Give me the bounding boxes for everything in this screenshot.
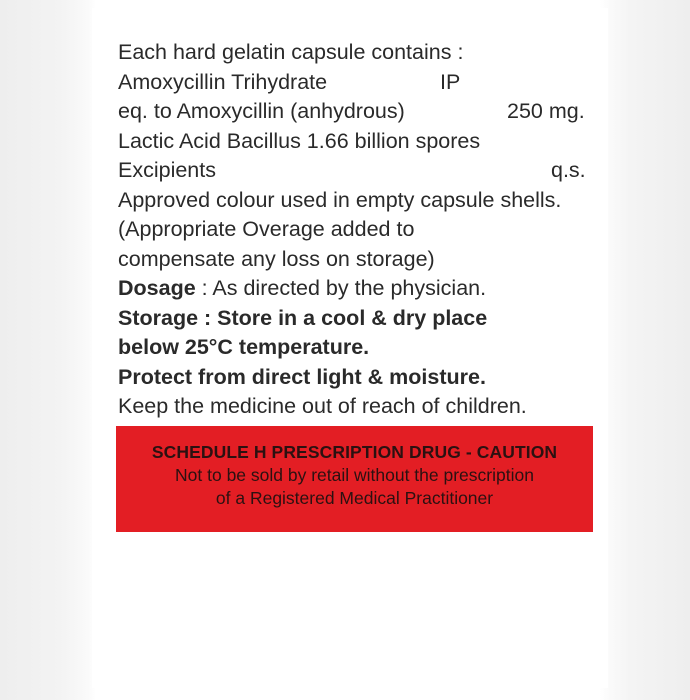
dosage-row [118, 274, 608, 304]
overage-line1: (Appropriate Overage added to [118, 217, 415, 241]
label-text [118, 38, 608, 422]
caution-line1: Not to be sold by retail without the prescription [175, 465, 534, 485]
dosage-text: : As directed by the physician. [195, 276, 487, 300]
overage-line2: compensate any loss on storage) [118, 246, 435, 271]
composition-header: Each hard gelatin capsule contains : [118, 40, 464, 64]
excipients-quantity: q.s. [551, 158, 586, 182]
caution-box [116, 426, 593, 532]
ingredient2-row: Lactic Acid Bacillus 1.66 billion spores [118, 128, 481, 153]
left-edge-shading [0, 0, 96, 700]
protect-line: Protect from direct light & moisture. [118, 364, 486, 389]
colour-note: Approved colour used in empty capsule shells. [118, 187, 562, 212]
storage-line1: Storage : Store in a cool & dry place [118, 305, 488, 330]
ingredient1-name: Amoxycillin Trihydrate [118, 69, 328, 94]
ingredient1-eq: eq. to Amoxycillin (anhydrous) [118, 99, 405, 123]
excipients-row [118, 156, 608, 186]
storage-line2: below 25°C temperature. [118, 335, 370, 359]
caution-title: SCHEDULE H PRESCRIPTION DRUG - CAUTION [151, 442, 558, 462]
dosage-label: Dosage [118, 276, 196, 300]
ingredient1-quantity: 250 mg. [507, 99, 585, 123]
ingredient1-row [118, 68, 608, 98]
right-edge-shading [600, 0, 690, 700]
caution-line2: of a Registered Medical Practitioner [215, 488, 494, 508]
children-warning: Keep the medicine out of reach of children. [118, 394, 527, 418]
ingredient1-eq-row [118, 97, 608, 127]
excipients-label: Excipients [118, 158, 216, 182]
ingredient1-standard: IP [440, 69, 461, 94]
